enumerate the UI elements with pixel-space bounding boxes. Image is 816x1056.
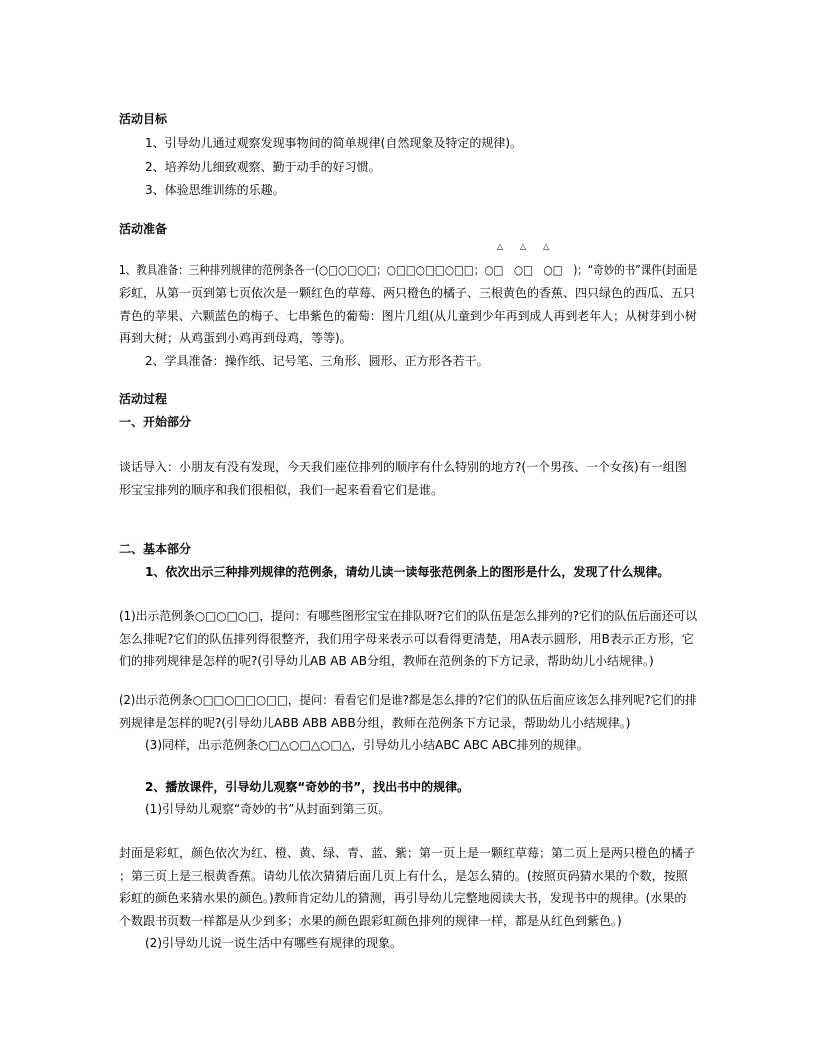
intro-line: 谈话导入：小朋友有没有发现，今天我们座位排列的顺序有什么特别的地方?(一个男孩、一个女孩)有一组图 xyxy=(119,460,687,474)
para-line: 们的排列规律是怎样的呢?(引导幼儿AB AB AB分组，教师在范例条的下方记录，帮助幼儿小结规律。) xyxy=(119,654,654,668)
para-line: (1)出示范例条○□○□○□，提问：有哪些图形宝宝在排队呀?它们的队伍是怎么排列的?它们的队伍后面还可以 xyxy=(119,609,698,623)
step2-heading: 2、播放课件，引导幼儿观察“奇妙的书”，找出书中的规律。 xyxy=(145,780,470,794)
triangle-marker: △ xyxy=(497,242,504,251)
goal-item: 3、体验思维训练的乐趣。 xyxy=(145,183,285,197)
step1-heading: 1、依次出示三种排列规律的范例条，请幼儿读一读每张范例条上的图形是什么，发现了什么规律。 xyxy=(145,565,670,579)
goal-heading: 活动目标 xyxy=(119,112,168,126)
para-line: 彩虹的颜色来猜水果的颜色。)教师肯定幼儿的猜测，再引导幼儿完整地阅读大书，发现书中的规律。(水果的 xyxy=(119,891,687,905)
step2-sub: (1)引导幼儿观察“奇妙的书”从封面到第三页。 xyxy=(145,802,391,816)
para-line: 怎么排呢?它们的队伍排列得很整齐，我们用字母来表示可以看得更清楚，用A表示圆形，用B表示正方形，它 xyxy=(119,632,694,646)
para-line: ；第三页上是三根黄香蕉。请幼儿依次猜猜后面几页上有什么，是怎么猜的。(按照页码猜水果的个数，按照 xyxy=(119,869,688,883)
prep-line: 再到大树；从鸡蛋到小鸡再到母鸡，等等)。 xyxy=(119,331,352,345)
para-line: 列规律是怎样的呢?(引导幼儿ABB ABB ABB分组，教师在范例条下方记录，帮助幼儿小结规律。) xyxy=(119,716,631,730)
triangle-marker: △ xyxy=(543,242,550,251)
prep-line: 彩虹，从第一页到第七页依次是一颗红色的草莓、两只橙色的橘子、三根黄色的香蕉、四只绿色的西瓜、五只 xyxy=(119,286,696,300)
triangle-marker: △ xyxy=(520,242,527,251)
para-line: 封面是彩虹，颜色依次为红、橙、黄、绿、青、蓝、紫；第一页上是一颗红草莓；第二页上是两只橙色的橘子 xyxy=(119,846,696,860)
prep-line: 青色的苹果、六颗蓝色的梅子、七串紫色的葡萄：图片几组(从儿童到少年再到成人再到老年人；从树芽到小树 xyxy=(119,309,697,323)
part2-heading: 二、基本部分 xyxy=(119,542,192,556)
prep-heading: 活动准备 xyxy=(119,222,168,236)
prep-line: 1、教具准备：三种排列规律的范例条各一(○□○□○□；○□□○□□○□□；○□ ○□ ○□ )；“奇妙的书”课件(封面是 xyxy=(119,263,698,277)
goal-item: 2、培养幼儿细致观察、勤于动手的好习惯。 xyxy=(145,160,381,174)
para-line: (2)出示范例条○□□○□□○□□，提问：看看它们是谁?都是怎么排的?它们的队伍后面应该怎么排列呢?它们的排 xyxy=(119,693,697,707)
step2-sub: (2)引导幼儿说一说生活中有哪些有规律的现象。 xyxy=(145,936,402,950)
para-line: 个数跟书页数一样都是从少到多；水果的颜色跟彩虹颜色排列的规律一样，都是从红色到紫色。) xyxy=(119,914,622,928)
prep-item: 2、学具准备：操作纸、记号笔、三角形、圆形、正方形各若干。 xyxy=(145,354,489,368)
intro-line: 形宝宝排列的顺序和我们很相似，我们一起来看看它们是谁。 xyxy=(119,483,444,497)
para-line: (3)同样，出示范例条○□△○□△○□△，引导幼儿小结ABC ABC ABC排列的规律。 xyxy=(145,738,589,752)
goal-item: 1、引导幼儿通过观察发现事物间的简单规律(自然现象及特定的规律)。 xyxy=(145,136,523,150)
part1-heading: 一、开始部分 xyxy=(119,415,192,429)
process-heading: 活动过程 xyxy=(119,392,168,406)
